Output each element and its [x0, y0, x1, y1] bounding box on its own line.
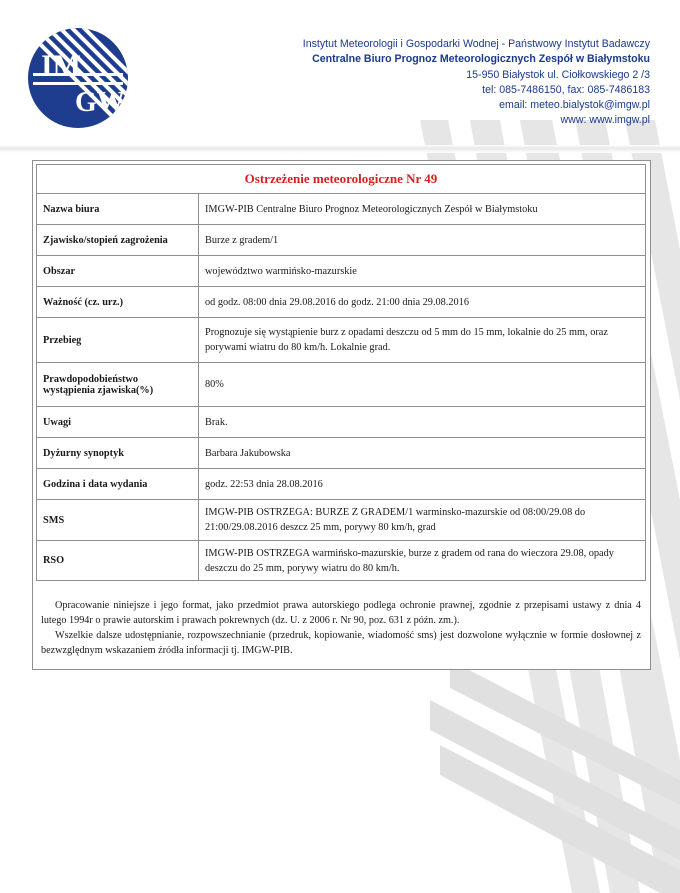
distribution-paragraph: Wszelkie dalsze udostępnianie, rozpowszechnianie (przedruk, kopiowanie, wiadomość sms) jest dozwolone wyłącznie w formie dosłownej z bezwzględnym wskazaniem źródła informacji tj. IMGW-PIB.	[41, 630, 641, 656]
row-label: Godzina i data wydania	[37, 469, 199, 500]
table-row	[37, 194, 646, 225]
website[interactable]: www: www.imgw.pl	[560, 114, 650, 127]
warning-table	[36, 164, 646, 581]
copyright-note	[41, 598, 641, 658]
table-row	[37, 407, 646, 438]
row-label: Obszar	[37, 256, 199, 287]
row-label: Uwagi	[37, 407, 199, 438]
row-value: Prognozuje się wystąpienie burz z opadami deszczu od 5 mm do 15 mm, lokalnie do 25 mm, oraz porywami wiatru do 80 km/h. Lokalnie grad.	[199, 318, 646, 363]
copyright-paragraph: Opracowanie niniejsze i jego format, jako przedmiot prawa autorskiego podlega ochronie prawnej, zgodnie z przepisami ustawy z dnia 4 lutego 1994r o prawie autorskim i prawach pokrewnych (dz. U. z 2006 r. Nr 90, poz. 631 z późn. zm.).	[41, 600, 641, 626]
row-value: IMGW-PIB OSTRZEGA: BURZE Z GRADEM/1 warminsko-mazurskie od 08:00/29.08 do 21:00/29.08.2016 deszcz 25 mm, porywy 80 km/h, grad	[199, 500, 646, 541]
row-value: IMGW-PIB OSTRZEGA warmińsko-mazurskie, burze z gradem od rana do wieczora 29.08, opady deszczu do 25 mm, porywy wiatru do 80 km/h.	[199, 541, 646, 581]
row-value: Barbara Jakubowska	[199, 438, 646, 469]
row-label: Prawdopodobieństwo wystąpienia zjawiska(%)	[37, 363, 199, 407]
row-value: IMGW-PIB Centralne Biuro Prognoz Meteorologicznych Zespół w Białymstoku	[199, 194, 646, 225]
warning-card	[32, 160, 651, 670]
svg-text:GW: GW	[75, 87, 125, 118]
row-label: Zjawisko/stopień zagrożenia	[37, 225, 199, 256]
table-row	[37, 363, 646, 407]
row-label: Nazwa biura	[37, 194, 199, 225]
email[interactable]: email: meteo.bialystok@imgw.pl	[499, 99, 650, 112]
row-value: województwo warmińsko-mazurskie	[199, 256, 646, 287]
table-row	[37, 438, 646, 469]
address: 15-950 Białystok ul. Ciołkowskiego 2 /3	[466, 68, 650, 81]
row-value: Brak.	[199, 407, 646, 438]
table-row	[37, 225, 646, 256]
row-label: Ważność (cz. urz.)	[37, 287, 199, 318]
table-row	[37, 287, 646, 318]
phone-fax: tel: 085-7486150, fax: 085-7486183	[482, 83, 650, 96]
warning-title: Ostrzeżenie meteorologiczne Nr 49	[37, 165, 646, 194]
row-label: SMS	[37, 500, 199, 541]
table-row	[37, 500, 646, 541]
table-row	[37, 256, 646, 287]
institution-header	[303, 37, 650, 129]
row-value: Burze z gradem/1	[199, 225, 646, 256]
row-label: Dyżurny synoptyk	[37, 438, 199, 469]
header-divider	[0, 145, 680, 153]
imgw-logo	[27, 27, 129, 129]
table-row	[37, 318, 646, 363]
table-row	[37, 469, 646, 500]
institute-name: Instytut Meteorologii i Gospodarki Wodnej - Państwowy Instytut Badawczy	[302, 38, 650, 50]
office-name: Centralne Biuro Prognoz Meteorologicznych Zespół w Białymstoku	[312, 53, 650, 66]
row-label: Przebieg	[37, 318, 199, 363]
table-row	[37, 541, 646, 581]
row-label: RSO	[37, 541, 199, 581]
row-value: od godz. 08:00 dnia 29.08.2016 do godz. 21:00 dnia 29.08.2016	[199, 287, 646, 318]
svg-text:IM: IM	[41, 49, 81, 82]
row-value: 80%	[199, 363, 646, 407]
row-value: godz. 22:53 dnia 28.08.2016	[199, 469, 646, 500]
